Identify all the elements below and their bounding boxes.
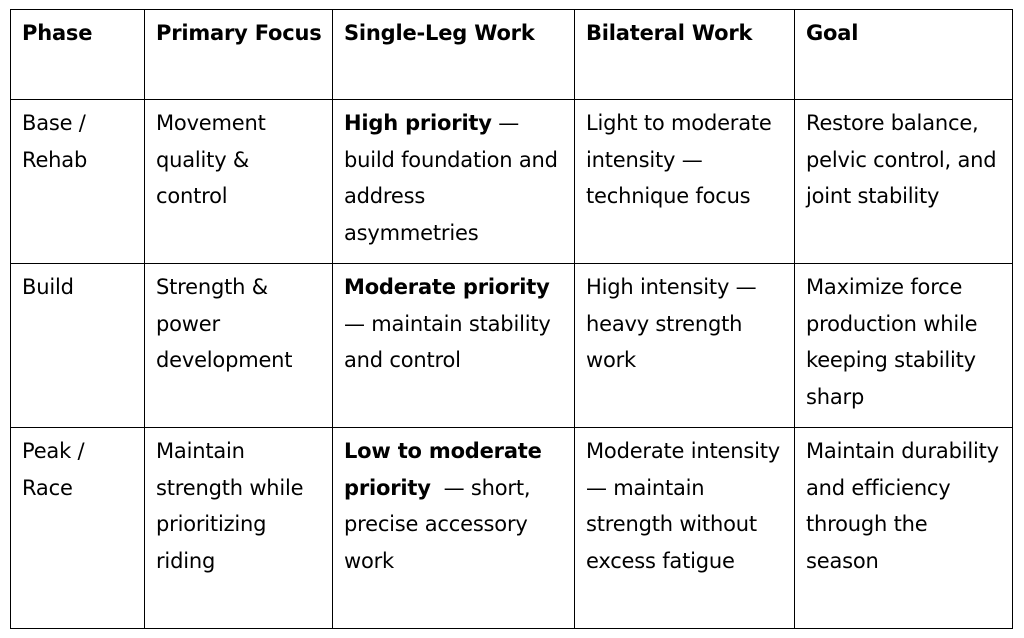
header-primary-focus: Primary Focus [145,10,333,100]
cell-bilateral-work: Moderate intensity — maintain strength without excess fatigue [575,428,795,629]
single-leg-priority: Low to moderate priority [344,439,542,500]
header-phase: Phase [11,10,145,100]
table-row [11,428,1013,629]
cell-single-leg-work [333,428,575,629]
cell-bilateral-work: High intensity — heavy strength work [575,264,795,428]
cell-goal: Maximize force production while keeping stability sharp [795,264,1013,428]
table-row [11,100,1013,264]
cell-primary-focus: Movement quality & control [145,100,333,264]
table-header-row [11,10,1013,100]
single-leg-priority: High priority [344,111,492,135]
header-single-leg-work: Single-Leg Work [333,10,575,100]
cell-phase: Peak / Race [11,428,145,629]
cell-phase: Base / Rehab [11,100,145,264]
single-leg-detail: — build foundation and address asymmetries [344,111,558,245]
cell-primary-focus: Strength & power development [145,264,333,428]
table-row [11,264,1013,428]
single-leg-detail: — short, precise accessory work [344,475,537,573]
header-bilateral-work: Bilateral Work [575,10,795,100]
cell-goal: Maintain durability and efficiency through the season [795,428,1013,629]
single-leg-detail: — maintain stability and control [344,311,551,372]
cell-single-leg-work [333,100,575,264]
cell-primary-focus: Maintain strength while prioritizing riding [145,428,333,629]
single-leg-priority: Moderate priority [344,275,550,299]
cell-single-leg-work [333,264,575,428]
header-goal: Goal [795,10,1013,100]
cell-goal: Restore balance, pelvic control, and joint stability [795,100,1013,264]
cell-bilateral-work: Light to moderate intensity — technique focus [575,100,795,264]
cell-phase: Build [11,264,145,428]
training-phase-table [10,9,1013,629]
